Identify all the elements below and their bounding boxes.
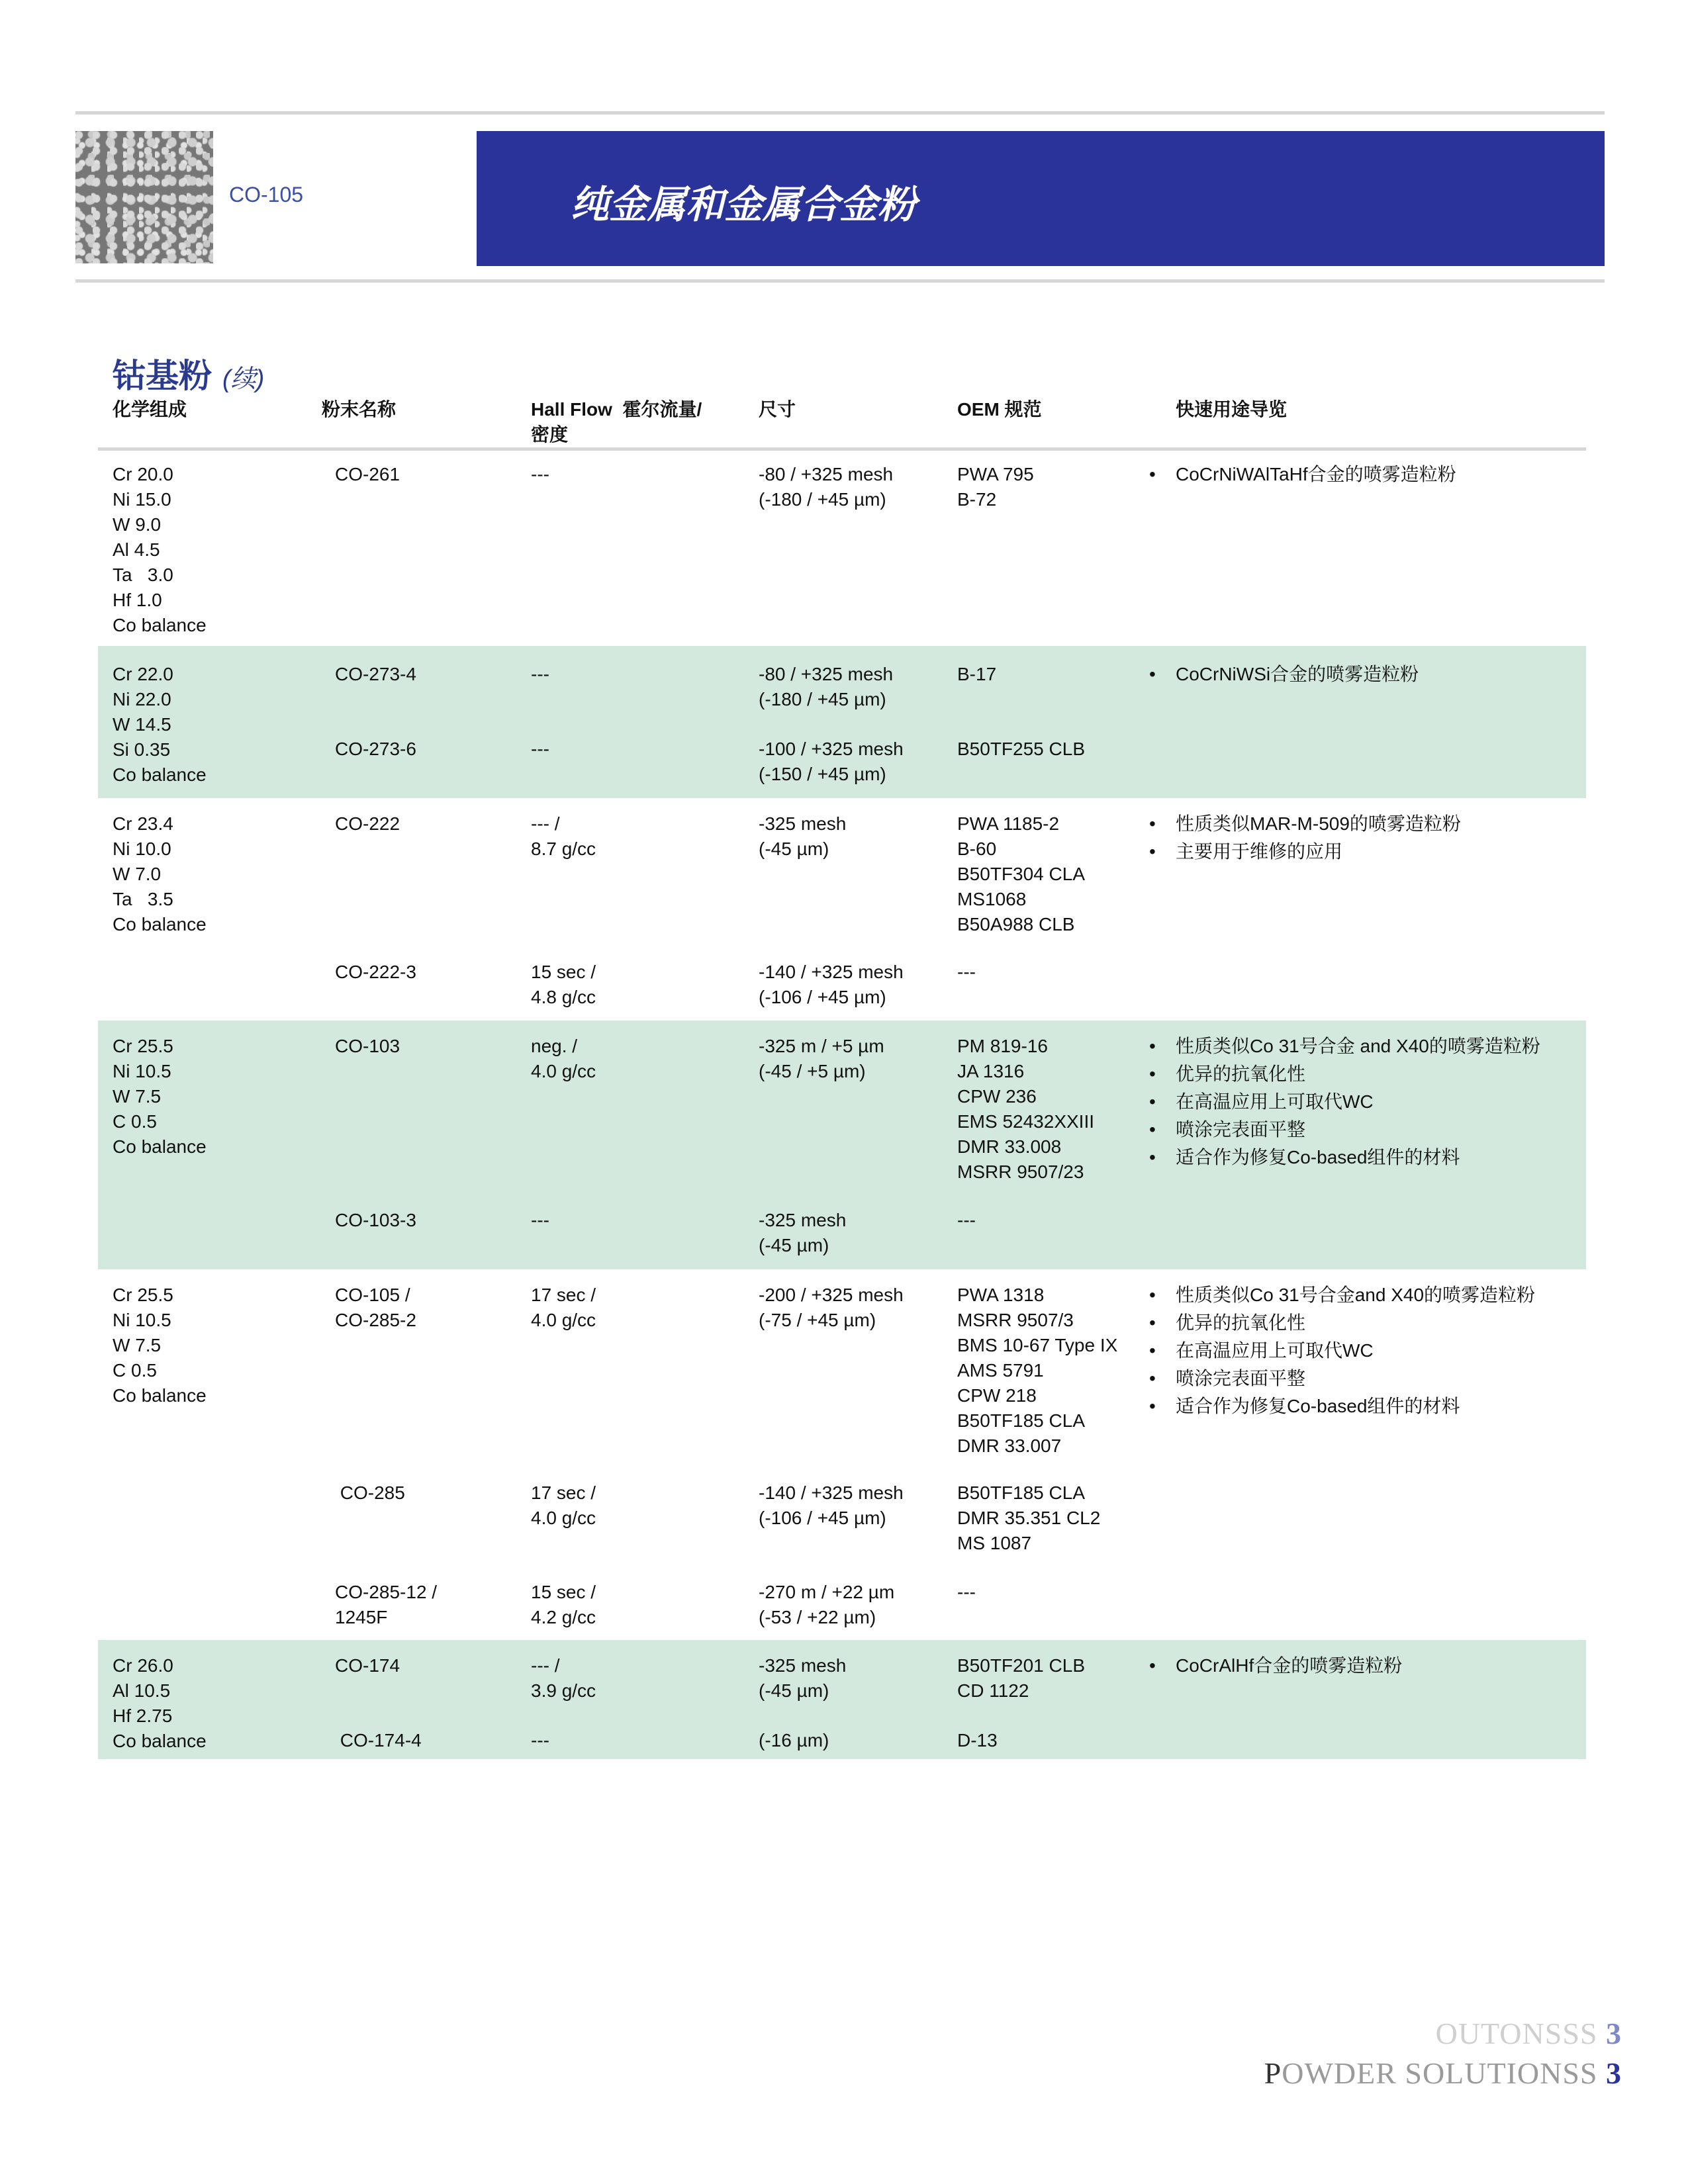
use-bullet-item	[1149, 660, 1419, 688]
use-bullet-text: 喷涂完表面平整	[1176, 1119, 1306, 1140]
use-bullet-item	[1149, 1116, 1305, 1144]
use-bullet-item	[1149, 1060, 1305, 1088]
hall-flow-cell: --- / 8.7 g/cc	[531, 813, 596, 859]
oem-spec-cell: D-13	[957, 1730, 998, 1751]
thumb-label: CO-105	[229, 183, 304, 206]
use-bullet-text: 适合作为修复Co-based组件的材料	[1176, 1396, 1460, 1416]
footer-line-2-text: OWDER SOLUTIONSS	[1282, 2056, 1598, 2090]
powder-name-cell: CO-222-3	[335, 962, 416, 982]
header-bottom-rule	[75, 279, 1605, 283]
hall-flow-cell: ---	[531, 464, 549, 484]
size-cell: -80 / +325 mesh (-180 / +45 µm)	[759, 664, 894, 709]
hall-flow-cell: 17 sec / 4.0 g/cc	[531, 1482, 596, 1528]
use-bullet-text: CoCrAlHf合金的喷雾造粒粉	[1176, 1655, 1403, 1676]
powder-name-cell: CO-285-12 / 1245F	[335, 1582, 438, 1627]
size-cell: -200 / +325 mesh (-75 / +45 µm)	[759, 1285, 904, 1330]
oem-spec-cell: ---	[957, 962, 976, 982]
size-cell: -100 / +325 mesh (-150 / +45 µm)	[759, 739, 904, 784]
use-bullet-item	[1149, 1337, 1374, 1365]
col-header-size: 尺寸	[759, 399, 796, 420]
powder-name-cell: CO-273-6	[335, 739, 416, 759]
footer-line-2	[1264, 2056, 1622, 2091]
col-header-powder: 粉末名称	[322, 399, 397, 420]
use-bullet-item	[1149, 1144, 1460, 1171]
hall-flow-cell: ---	[531, 1730, 549, 1751]
use-bullet-text: 在高温应用上可取代WC	[1176, 1340, 1374, 1361]
hall-flow-cell: --- / 3.9 g/cc	[531, 1655, 596, 1701]
use-bullet-text: 主要用于维修的应用	[1176, 841, 1343, 862]
size-cell: -270 m / +22 µm (-53 / +22 µm)	[759, 1582, 895, 1627]
size-cell: -325 m / +5 µm (-45 / +5 µm)	[759, 1036, 884, 1081]
use-bullet-text: 性质类似MAR-M-509的喷雾造粒粉	[1176, 813, 1461, 834]
oem-spec-cell: PWA 1318 MSRR 9507/3 BMS 10-67 Type IX AMS 5791 CPW 218 B50TF185 CLA DMR 33.007	[957, 1285, 1118, 1456]
section-title	[113, 349, 264, 397]
bullet-icon: •	[1149, 813, 1156, 834]
oem-spec-cell: B50TF255 CLB	[957, 739, 1085, 759]
size-cell: -325 mesh (-45 µm)	[759, 813, 847, 859]
bullet-icon: •	[1149, 841, 1156, 862]
size-cell: -140 / +325 mesh (-106 / +45 µm)	[759, 962, 904, 1007]
hall-flow-cell: ---	[531, 739, 549, 759]
powder-name-cell: CO-174-4	[335, 1730, 422, 1751]
use-bullet-item	[1149, 1088, 1374, 1116]
composition-cell: Cr 26.0 Al 10.5 Hf 2.75 Co balance	[113, 1655, 207, 1751]
oem-spec-cell: B50TF185 CLA DMR 35.351 CL2 MS 1087	[957, 1482, 1101, 1553]
hall-flow-cell: neg. / 4.0 g/cc	[531, 1036, 596, 1081]
hall-flow-cell: ---	[531, 1210, 549, 1230]
oem-spec-cell: B-17	[957, 664, 997, 684]
hall-flow-cell: 15 sec / 4.8 g/cc	[531, 962, 596, 1007]
size-cell: (-16 µm)	[759, 1730, 829, 1751]
bullet-icon: •	[1149, 1312, 1156, 1333]
powder-name-cell: CO-222	[335, 813, 400, 834]
hall-flow-cell: ---	[531, 664, 549, 684]
bullet-icon: •	[1149, 664, 1156, 684]
bullet-icon: •	[1149, 1147, 1156, 1167]
use-bullet-item	[1149, 1392, 1460, 1420]
composition-cell: Cr 25.5 Ni 10.5 W 7.5 C 0.5 Co balance	[113, 1285, 207, 1406]
bullet-icon: •	[1149, 464, 1156, 484]
composition-cell: Cr 20.0 Ni 15.0 W 9.0 Al 4.5 Ta 3.0 Hf 1.0 Co balance	[113, 464, 207, 635]
powder-name-cell: CO-103-3	[335, 1210, 416, 1230]
composition-cell: Cr 23.4 Ni 10.0 W 7.0 Ta 3.5 Co balance	[113, 813, 207, 934]
composition-cell: Cr 25.5 Ni 10.5 W 7.5 C 0.5 Co balance	[113, 1036, 207, 1157]
size-cell: -325 mesh (-45 µm)	[759, 1655, 847, 1701]
use-bullet-item	[1149, 1365, 1305, 1392]
footer-line-2-initial: P	[1264, 2056, 1282, 2090]
title-banner	[477, 131, 1605, 266]
use-bullet-text: 优异的抗氧化性	[1176, 1312, 1306, 1333]
use-bullet-item	[1149, 1032, 1540, 1060]
col-header-hall-flow: Hall Flow 霍尔流量/ 密度	[531, 399, 702, 445]
powder-name-cell: CO-285	[335, 1482, 405, 1503]
use-bullet-text: 性质类似Co 31号合金 and X40的喷雾造粒粉	[1176, 1036, 1540, 1056]
use-bullet-item	[1149, 1652, 1402, 1680]
composition-cell: Cr 22.0 Ni 22.0 W 14.5 Si 0.35 Co balance	[113, 664, 207, 785]
footer-line-1	[1436, 2016, 1622, 2051]
use-bullet-item	[1149, 838, 1342, 866]
powder-name-cell: CO-261	[335, 464, 400, 484]
bullet-icon: •	[1149, 1285, 1156, 1305]
powder-name-cell: CO-174	[335, 1655, 400, 1676]
section-subtitle: (续)	[222, 365, 265, 393]
oem-spec-cell: PM 819-16 JA 1316 CPW 236 EMS 52432XXIII DMR 33.008 MSRR 9507/23	[957, 1036, 1095, 1182]
bullet-icon: •	[1149, 1091, 1156, 1112]
section-title-text: 钴基粉	[113, 357, 212, 394]
use-bullet-text: 性质类似Co 31号合金and X40的喷雾造粒粉	[1176, 1285, 1536, 1305]
use-bullet-text: 适合作为修复Co-based组件的材料	[1176, 1147, 1460, 1167]
footer-line-1-page: 3	[1606, 2017, 1622, 2050]
header-rule	[98, 447, 1586, 451]
col-header-use: 快速用途导览	[1176, 399, 1288, 420]
bullet-icon: •	[1149, 1396, 1156, 1416]
size-cell: -140 / +325 mesh (-106 / +45 µm)	[759, 1482, 904, 1528]
use-bullet-text: CoCrNiWSi合金的喷雾造粒粉	[1176, 664, 1419, 684]
hall-flow-cell: 17 sec / 4.0 g/cc	[531, 1285, 596, 1330]
powder-micrograph-image	[75, 131, 213, 263]
oem-spec-cell: PWA 795 B-72	[957, 464, 1034, 510]
use-bullet-item	[1149, 461, 1456, 488]
oem-spec-cell: ---	[957, 1210, 976, 1230]
use-bullet-text: 喷涂完表面平整	[1176, 1368, 1306, 1388]
oem-spec-cell: ---	[957, 1582, 976, 1602]
oem-spec-cell: B50TF201 CLB CD 1122	[957, 1655, 1085, 1701]
footer-page-number: 3	[1606, 2056, 1622, 2090]
bullet-icon: •	[1149, 1340, 1156, 1361]
footer-line-1-text: OUTONSSS	[1435, 2017, 1598, 2050]
powder-name-cell: CO-105 / CO-285-2	[335, 1285, 416, 1330]
size-cell: -325 mesh (-45 µm)	[759, 1210, 847, 1255]
use-bullet-item	[1149, 810, 1461, 838]
use-bullet-text: 在高温应用上可取代WC	[1176, 1091, 1374, 1112]
use-bullet-text: CoCrNiWAlTaHf合金的喷雾造粒粉	[1176, 464, 1456, 484]
use-bullet-item	[1149, 1281, 1535, 1309]
bullet-icon: •	[1149, 1119, 1156, 1140]
powder-name-cell: CO-273-4	[335, 664, 416, 684]
bullet-icon: •	[1149, 1036, 1156, 1056]
size-cell: -80 / +325 mesh (-180 / +45 µm)	[759, 464, 894, 510]
bullet-icon: •	[1149, 1064, 1156, 1084]
top-rule	[75, 111, 1605, 114]
banner-title: 纯金属和金属合金粉	[571, 183, 917, 226]
use-bullet-item	[1149, 1309, 1305, 1337]
col-header-composition: 化学组成	[113, 399, 187, 420]
bullet-icon: •	[1149, 1368, 1156, 1388]
bullet-icon: •	[1149, 1655, 1156, 1676]
oem-spec-cell: PWA 1185-2 B-60 B50TF304 CLA MS1068 B50A988 CLB	[957, 813, 1085, 934]
use-bullet-text: 优异的抗氧化性	[1176, 1064, 1306, 1084]
col-header-oem: OEM 规范	[957, 399, 1042, 420]
hall-flow-cell: 15 sec / 4.2 g/cc	[531, 1582, 596, 1627]
powder-name-cell: CO-103	[335, 1036, 400, 1056]
